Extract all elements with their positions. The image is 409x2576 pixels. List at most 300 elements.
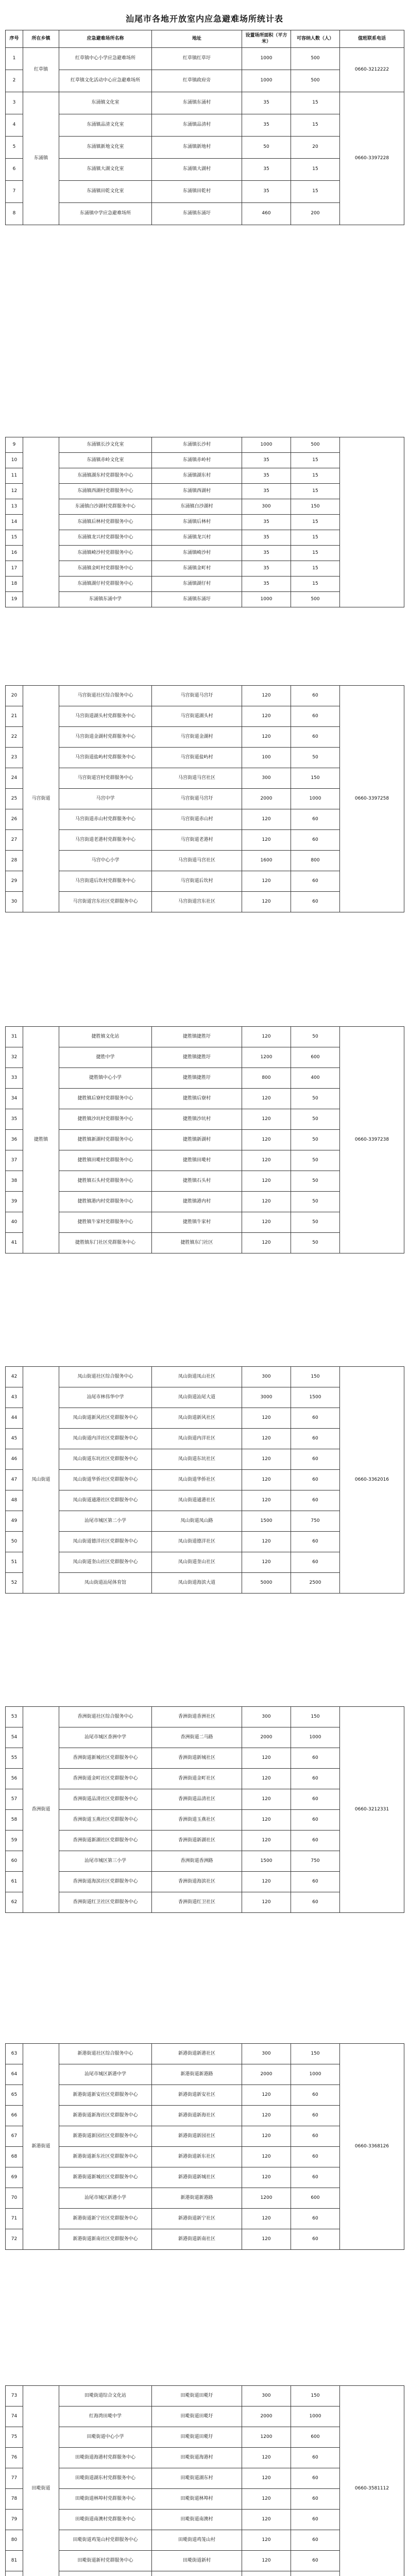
area-value: 120 xyxy=(242,1212,291,1233)
capacity-value: 15 xyxy=(291,468,340,484)
shelter-name: 田墘街道综合文化站 xyxy=(59,2386,152,2406)
shelter-address: 凤山街道奎山社区 xyxy=(152,1552,242,1573)
shelter-name: 红海湾田墘中学 xyxy=(59,2406,152,2427)
area-value: 35 xyxy=(242,515,291,530)
capacity-value: 15 xyxy=(291,546,340,561)
shelter-name: 香洲街道金町社区党群服务中心 xyxy=(59,1769,152,1789)
shelter-address: 田墘街道田墘圩 xyxy=(152,2406,242,2427)
row-number: 20 xyxy=(6,686,23,706)
table-row xyxy=(6,1367,404,1387)
capacity-value: 60 xyxy=(291,1789,340,1810)
shelter-address: 香洲街道品清社区 xyxy=(152,1789,242,1810)
header-serial: 序号 xyxy=(6,30,23,48)
shelter-name: 捷胜镇田墘村党群服务中心 xyxy=(59,1150,152,1171)
row-number: 16 xyxy=(6,546,23,561)
table-row xyxy=(6,2126,404,2147)
table-row xyxy=(6,2188,404,2209)
shelter-name: 东涌镇白沙湖村党群服务中心 xyxy=(59,499,152,515)
table-row xyxy=(6,70,404,92)
shelter-name: 东涌镇大湖文化室 xyxy=(59,159,152,181)
area-value: 1000 xyxy=(242,437,291,453)
capacity-value: 60 xyxy=(291,1748,340,1769)
shelter-address: 香洲街道海滨社区 xyxy=(152,1872,242,1892)
shelter-address: 捷胜镇沙坑村 xyxy=(152,1109,242,1130)
shelter-name: 马宫街道后坎村党群服务中心 xyxy=(59,871,152,892)
table-page xyxy=(5,1706,404,1913)
area-value: 120 xyxy=(242,2229,291,2250)
capacity-value: 60 xyxy=(291,1810,340,1831)
shelter-name: 捷胜镇牛家村党群服务中心 xyxy=(59,1212,152,1233)
table-row xyxy=(6,871,404,892)
row-number: 72 xyxy=(6,2229,23,2250)
area-value: 1000 xyxy=(242,48,291,70)
area-value: 35 xyxy=(242,561,291,577)
capacity-value: 500 xyxy=(291,70,340,92)
shelter-address: 东涌镇湖仔村 xyxy=(152,577,242,592)
shelter-name: 凤山街道德洋社区党群服务中心 xyxy=(59,1532,152,1552)
shelter-name: 东涌镇湖仔村党群服务中心 xyxy=(59,577,152,592)
shelter-name: 马宫街道社区综合服务中心 xyxy=(59,686,152,706)
capacity-value: 500 xyxy=(291,48,340,70)
table-row xyxy=(6,1573,404,1594)
table-page xyxy=(5,437,404,607)
shelter-address: 马宫街道湖头村 xyxy=(152,706,242,727)
row-number: 7 xyxy=(6,181,23,203)
capacity-value: 1500 xyxy=(291,1387,340,1408)
capacity-value: 15 xyxy=(291,561,340,577)
row-number: 50 xyxy=(6,1532,23,1552)
table-row xyxy=(6,1511,404,1532)
shelter-address: 新港街道新东社区 xyxy=(152,2147,242,2167)
capacity-value: 60 xyxy=(291,2085,340,2106)
row-number: 23 xyxy=(6,748,23,768)
table-row xyxy=(6,203,404,225)
shelter-name: 捷胜镇石头村党群服务中心 xyxy=(59,1171,152,1192)
shelter-name: 东涌镇东涌中学 xyxy=(59,592,152,607)
table-row xyxy=(6,2551,404,2571)
area-value: 120 xyxy=(242,1769,291,1789)
area-value: 1200 xyxy=(242,1047,291,1068)
shelter-name: 红草镇中心小学应急避难场所 xyxy=(59,48,152,70)
shelter-name xyxy=(59,2571,152,2576)
table-page xyxy=(5,30,404,225)
capacity-value: 15 xyxy=(291,484,340,499)
shelter-name: 香洲街道品清社区党群服务中心 xyxy=(59,1789,152,1810)
row-number: 55 xyxy=(6,1748,23,1769)
shelter-name: 汕尾市城区香洲中学 xyxy=(59,1727,152,1748)
capacity-value: 50 xyxy=(291,1150,340,1171)
shelter-name: 凤山街道通港社区党群服务中心 xyxy=(59,1490,152,1511)
area-value: 35 xyxy=(242,468,291,484)
area-value: 120 xyxy=(242,2209,291,2229)
shelter-address xyxy=(152,2571,242,2576)
area-value: 120 xyxy=(242,1089,291,1109)
row-number: 1 xyxy=(6,48,23,70)
table-row xyxy=(6,2386,404,2406)
header-area: 设置场所面积（平方米） xyxy=(242,30,291,48)
table-row xyxy=(6,748,404,768)
shelter-name: 凤山街道内洋社区党群服务中心 xyxy=(59,1429,152,1449)
table-row xyxy=(6,1769,404,1789)
area-value: 120 xyxy=(242,871,291,892)
area-value: 120 xyxy=(242,2468,291,2489)
row-number: 37 xyxy=(6,1150,23,1171)
shelter-name: 捷胜镇新湖村党群服务中心 xyxy=(59,1130,152,1150)
town-cell: 捷胜镇 xyxy=(23,1027,59,1253)
shelter-address: 凤山街道汕尾大道 xyxy=(152,1387,242,1408)
area-value: 1500 xyxy=(242,1851,291,1872)
area-value: 120 xyxy=(242,2106,291,2126)
row-number: 35 xyxy=(6,1109,23,1130)
row-number: 12 xyxy=(6,484,23,499)
area-value: 120 xyxy=(242,2126,291,2147)
area-value: 120 xyxy=(242,1109,291,1130)
capacity-value: 50 xyxy=(291,1109,340,1130)
shelter-name: 新港街道新海社区党群服务中心 xyxy=(59,2106,152,2126)
row-number: 69 xyxy=(6,2167,23,2188)
shelter-address: 香洲街道红卫社区 xyxy=(152,1892,242,1913)
shelter-address: 马宫街道马宫社区 xyxy=(152,768,242,789)
area-value: 120 xyxy=(242,1027,291,1047)
shelter-address: 东涌镇白沙湖村 xyxy=(152,499,242,515)
shelter-address: 东涌镇龙兴村 xyxy=(152,530,242,546)
table-row xyxy=(6,809,404,830)
row-number: 77 xyxy=(6,2468,23,2489)
row-number: 79 xyxy=(6,2510,23,2530)
capacity-value: 500 xyxy=(291,592,340,607)
table-row xyxy=(6,468,404,484)
shelter-name: 新港街道新城社区党群服务中心 xyxy=(59,2167,152,2188)
capacity-value: 1000 xyxy=(291,789,340,809)
area-value: 120 xyxy=(242,892,291,912)
table-row xyxy=(6,727,404,748)
area-value xyxy=(242,2571,291,2576)
shelter-address: 捷胜镇后寮村 xyxy=(152,1089,242,1109)
shelter-name: 香洲街道社区综合服务中心 xyxy=(59,1707,152,1727)
capacity-value: 50 xyxy=(291,1130,340,1150)
shelter-address: 凤山街道新风社区 xyxy=(152,1408,242,1429)
shelter-address: 香洲街道香洲路 xyxy=(152,1851,242,1872)
table-row xyxy=(6,2064,404,2085)
row-number: 39 xyxy=(6,1192,23,1212)
table-header-row xyxy=(6,30,404,48)
capacity-value: 400 xyxy=(291,1068,340,1089)
shelter-address: 凤山街道海滨大道 xyxy=(152,1573,242,1594)
table-row xyxy=(6,1789,404,1810)
phone-cell: 0660-3212222 xyxy=(340,48,404,92)
shelter-address: 田墘街道田墘圩 xyxy=(152,2427,242,2448)
capacity-value: 15 xyxy=(291,114,340,137)
shelter-address: 马宫街道金湖村 xyxy=(152,727,242,748)
area-value: 120 xyxy=(242,1552,291,1573)
shelter-name: 东涌镇后林村党群服务中心 xyxy=(59,515,152,530)
row-number: 64 xyxy=(6,2064,23,2085)
table-row xyxy=(6,1831,404,1851)
area-value: 300 xyxy=(242,2044,291,2064)
row-number: 11 xyxy=(6,468,23,484)
area-value: 2000 xyxy=(242,789,291,809)
capacity-value: 60 xyxy=(291,2229,340,2250)
shelter-address: 香洲街道玉燕社区 xyxy=(152,1810,242,1831)
table-row xyxy=(6,2427,404,2448)
capacity-value: 150 xyxy=(291,768,340,789)
shelter-name: 捷胜镇文化站 xyxy=(59,1027,152,1047)
shelter-address: 凤山街道通港社区 xyxy=(152,1490,242,1511)
row-number: 60 xyxy=(6,1851,23,1872)
shelter-address: 香洲街道香洲社区 xyxy=(152,1707,242,1727)
row-number: 31 xyxy=(6,1027,23,1047)
shelter-address: 捷胜镇捷胜圩 xyxy=(152,1047,242,1068)
row-number: 52 xyxy=(6,1573,23,1594)
shelter-address: 东涌镇崎沙村 xyxy=(152,546,242,561)
row-number: 30 xyxy=(6,892,23,912)
shelter-name: 田墘街道湖东村党群服务中心 xyxy=(59,2468,152,2489)
area-value: 120 xyxy=(242,2530,291,2551)
row-number: 8 xyxy=(6,203,23,225)
shelter-address: 东涌镇大湖村 xyxy=(152,159,242,181)
table-row xyxy=(6,1490,404,1511)
shelter-address: 东涌镇东涌村 xyxy=(152,92,242,114)
capacity-value: 60 xyxy=(291,1872,340,1892)
row-number: 68 xyxy=(6,2147,23,2167)
row-number: 62 xyxy=(6,1892,23,1913)
shelter-address: 凤山街道凤山社区 xyxy=(152,1367,242,1387)
area-value: 2000 xyxy=(242,1727,291,1748)
phone-cell: 0660-3397258 xyxy=(340,686,404,912)
shelter-name: 东涌镇龙兴村党群服务中心 xyxy=(59,530,152,546)
table-row xyxy=(6,1552,404,1573)
capacity-value: 15 xyxy=(291,577,340,592)
shelter-name: 田墘街道鸡笼山村党群服务中心 xyxy=(59,2530,152,2551)
shelter-address: 红草镇政府旁 xyxy=(152,70,242,92)
shelter-name: 东涌镇中学应急避难场所 xyxy=(59,203,152,225)
shelter-address: 马宫街道盐屿村 xyxy=(152,748,242,768)
table-row xyxy=(6,2510,404,2530)
shelter-address: 东涌镇金町村 xyxy=(152,561,242,577)
row-number: 34 xyxy=(6,1089,23,1109)
shelter-address: 红草镇红草圩 xyxy=(152,48,242,70)
table-row xyxy=(6,2167,404,2188)
row-number: 58 xyxy=(6,1810,23,1831)
area-value: 120 xyxy=(242,727,291,748)
row-number: 67 xyxy=(6,2126,23,2147)
shelter-address: 凤山街道东坑社区 xyxy=(152,1449,242,1470)
shelter-address: 新港街道新南社区 xyxy=(152,2229,242,2250)
capacity-value: 60 xyxy=(291,2126,340,2147)
shelter-name: 捷胜镇港内村党群服务中心 xyxy=(59,1192,152,1212)
table-row xyxy=(6,2044,404,2064)
shelter-name: 香洲街道新湖社区党群服务中心 xyxy=(59,1831,152,1851)
shelter-address: 东涌镇西湖村 xyxy=(152,484,242,499)
shelter-name: 捷胜镇中心小学 xyxy=(59,1068,152,1089)
area-value: 2000 xyxy=(242,2406,291,2427)
row-number: 42 xyxy=(6,1367,23,1387)
table-row xyxy=(6,2530,404,2551)
area-value: 35 xyxy=(242,577,291,592)
row-number: 27 xyxy=(6,830,23,851)
shelter-name: 汕尾市城区第三小学 xyxy=(59,1851,152,1872)
capacity-value: 750 xyxy=(291,1851,340,1872)
row-number: 46 xyxy=(6,1449,23,1470)
table-row xyxy=(6,577,404,592)
table-row xyxy=(6,1089,404,1109)
area-value: 120 xyxy=(242,1892,291,1913)
town-cell: 红草镇 xyxy=(23,48,59,92)
capacity-value: 50 xyxy=(291,1192,340,1212)
area-value: 35 xyxy=(242,546,291,561)
row-number: 48 xyxy=(6,1490,23,1511)
table-row xyxy=(6,2106,404,2126)
area-value: 120 xyxy=(242,1872,291,1892)
area-value: 120 xyxy=(242,1130,291,1150)
row-number: 22 xyxy=(6,727,23,748)
table-row xyxy=(6,2229,404,2250)
document-title: 汕尾市各地开放室内应急避难场所统计表 xyxy=(125,14,283,24)
row-number: 56 xyxy=(6,1769,23,1789)
row-number: 75 xyxy=(6,2427,23,2448)
shelter-address: 捷胜镇石头村 xyxy=(152,1171,242,1192)
area-value: 120 xyxy=(242,686,291,706)
capacity-value: 600 xyxy=(291,2427,340,2448)
shelter-name: 东涌镇崎沙村党群服务中心 xyxy=(59,546,152,561)
shelter-name: 凤山街道社区综合服务中心 xyxy=(59,1367,152,1387)
area-value: 1500 xyxy=(242,1511,291,1532)
capacity-value: 60 xyxy=(291,2147,340,2167)
capacity-value: 60 xyxy=(291,809,340,830)
row-number: 18 xyxy=(6,577,23,592)
shelter-name: 田墘街道中心小学 xyxy=(59,2427,152,2448)
table-row xyxy=(6,1851,404,1872)
row-number xyxy=(6,2571,23,2576)
area-value: 120 xyxy=(242,1233,291,1253)
area-value: 1000 xyxy=(242,592,291,607)
capacity-value: 60 xyxy=(291,706,340,727)
shelter-address: 马宫街道马宫圩 xyxy=(152,789,242,809)
area-value: 120 xyxy=(242,1532,291,1552)
table-row xyxy=(6,2209,404,2229)
table-page xyxy=(5,1366,404,1594)
table-row xyxy=(6,1027,404,1047)
table-row xyxy=(6,1408,404,1429)
shelter-address: 田墘街道湖东村 xyxy=(152,2468,242,2489)
shelter-name: 捷胜镇东门社区党群服务中心 xyxy=(59,1233,152,1253)
phone-cell: 0660-3581112 xyxy=(340,2386,404,2576)
shelter-address: 田墘街道林埠村 xyxy=(152,2489,242,2510)
shelter-name: 东涌镇湖东村党群服务中心 xyxy=(59,468,152,484)
area-value: 800 xyxy=(242,1068,291,1089)
shelter-name: 马宫街道盐屿村党群服务中心 xyxy=(59,748,152,768)
capacity-value: 60 xyxy=(291,2448,340,2468)
table-row xyxy=(6,1212,404,1233)
row-number: 15 xyxy=(6,530,23,546)
phone-cell: 0660-3362016 xyxy=(340,1367,404,1594)
capacity-value: 15 xyxy=(291,92,340,114)
shelter-address: 东涌镇长沙村 xyxy=(152,437,242,453)
shelter-address: 新港街道新宁社区 xyxy=(152,2209,242,2229)
shelter-name: 马宫中心小学 xyxy=(59,851,152,871)
header-address: 地址 xyxy=(152,30,242,48)
shelter-address: 凤山街道华侨社区 xyxy=(152,1470,242,1490)
area-value: 300 xyxy=(242,499,291,515)
header-town: 所在乡镇 xyxy=(23,30,59,48)
capacity-value: 1000 xyxy=(291,1727,340,1748)
town-cell: 东涌镇 xyxy=(23,92,59,225)
shelter-name: 香洲街道玉燕社区党群服务中心 xyxy=(59,1810,152,1831)
table-row xyxy=(6,2448,404,2468)
shelter-address: 捷胜镇牛家村 xyxy=(152,1212,242,1233)
shelter-name: 汕尾市城区第二小学 xyxy=(59,1511,152,1532)
row-number: 63 xyxy=(6,2044,23,2064)
table-row xyxy=(6,48,404,70)
shelter-name: 新港街道新安社区党群服务中心 xyxy=(59,2085,152,2106)
area-value: 120 xyxy=(242,1429,291,1449)
shelter-name: 凤山街道东坑社区党群服务中心 xyxy=(59,1449,152,1470)
phone-cell: 0660-3368126 xyxy=(340,2044,404,2250)
phone-cell: 0660-3212331 xyxy=(340,1707,404,1913)
capacity-value: 600 xyxy=(291,2188,340,2209)
capacity-value: 15 xyxy=(291,453,340,468)
table-row xyxy=(6,892,404,912)
table-row xyxy=(6,484,404,499)
shelter-name: 新港街道社区综合服务中心 xyxy=(59,2044,152,2064)
shelter-name: 凤山街道汕尾体育馆 xyxy=(59,1573,152,1594)
table-row xyxy=(6,1449,404,1470)
capacity-value: 60 xyxy=(291,2468,340,2489)
shelter-address: 香洲街道二马路 xyxy=(152,1727,242,1748)
area-value: 300 xyxy=(242,1367,291,1387)
shelter-address: 东涌镇东涌圩 xyxy=(152,592,242,607)
capacity-value: 60 xyxy=(291,1470,340,1490)
shelter-address: 捷胜镇港内村 xyxy=(152,1192,242,1212)
shelter-name: 马宫中学 xyxy=(59,789,152,809)
shelter-address: 东涌镇东涌圩 xyxy=(152,203,242,225)
capacity-value: 60 xyxy=(291,1490,340,1511)
row-number: 47 xyxy=(6,1470,23,1490)
shelter-address: 田墘街道田墘圩 xyxy=(152,2386,242,2406)
row-number: 9 xyxy=(6,437,23,453)
table-row xyxy=(6,453,404,468)
capacity-value: 60 xyxy=(291,1552,340,1573)
shelter-address: 马宫街道老港村 xyxy=(152,830,242,851)
row-number: 32 xyxy=(6,1047,23,1068)
capacity-value: 1000 xyxy=(291,2406,340,2427)
row-number: 53 xyxy=(6,1707,23,1727)
table-row xyxy=(6,706,404,727)
table-row xyxy=(6,1068,404,1089)
town-cell: 香洲街道 xyxy=(23,1707,59,1913)
area-value: 120 xyxy=(242,706,291,727)
capacity-value: 1000 xyxy=(291,2064,340,2085)
area-value: 2000 xyxy=(242,2064,291,2085)
table-row xyxy=(6,1109,404,1130)
area-value: 120 xyxy=(242,1748,291,1769)
capacity-value: 15 xyxy=(291,159,340,181)
area-value: 120 xyxy=(242,1789,291,1810)
shelter-address: 凤山街道内洋社区 xyxy=(152,1429,242,1449)
row-number: 59 xyxy=(6,1831,23,1851)
shelter-name: 东涌镇文化室 xyxy=(59,92,152,114)
shelter-address: 新港街道新港路 xyxy=(152,2188,242,2209)
area-value: 460 xyxy=(242,203,291,225)
row-number: 78 xyxy=(6,2489,23,2510)
table-row xyxy=(6,515,404,530)
shelter-address: 马宫街道马宫社区 xyxy=(152,851,242,871)
capacity-value: 60 xyxy=(291,892,340,912)
table-row xyxy=(6,592,404,607)
shelter-address: 新港街道新安社区 xyxy=(152,2085,242,2106)
area-value: 35 xyxy=(242,159,291,181)
town-cell: 新港街道 xyxy=(23,2044,59,2250)
